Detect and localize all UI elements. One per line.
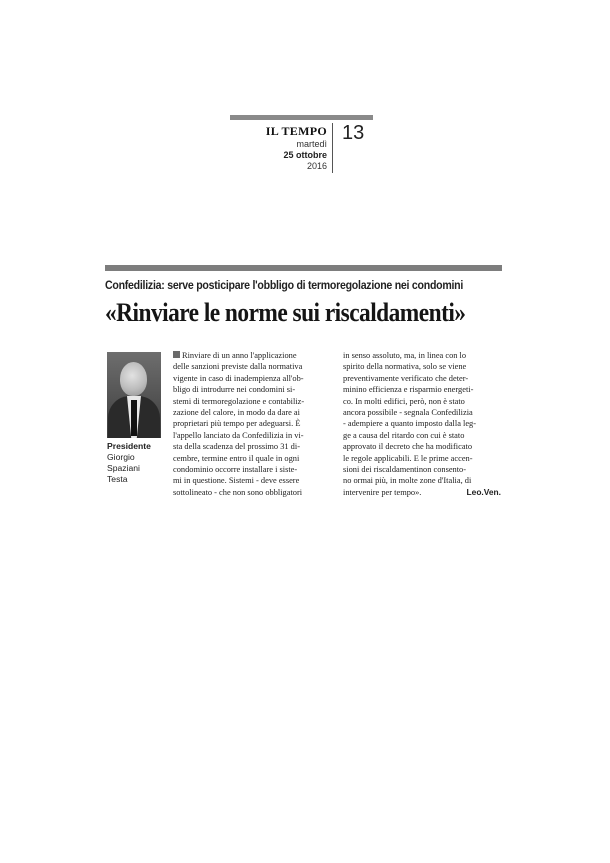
body-line: approvato il decreto che ha modificato [343, 442, 473, 452]
caption-name-line: Giorgio [107, 452, 135, 462]
article [105, 265, 502, 497]
body-line: cembre, termine entro il quale in ogni [173, 453, 300, 463]
body-line: - adempiere a quanto imposto dalla leg- [343, 419, 477, 429]
masthead [230, 115, 373, 180]
article-kicker: Confedilizia: serve posticipare l'obbligo di termoregolazione nei condomini [105, 278, 464, 292]
newspaper-name: IL TEMPO [265, 124, 327, 138]
body-line-text: Rinviare di un anno l'applicazione [182, 351, 297, 360]
body-line: minino efficienza e risparmio energeti- [343, 385, 474, 395]
caption-role: Presidente [107, 441, 151, 451]
body-line-text: intervenire per tempo». [343, 487, 422, 497]
body-line: proprietari più tempo per adeguarsi. È [173, 419, 301, 429]
publication-date: 25 ottobre [283, 150, 327, 160]
article-rule [105, 265, 502, 271]
portrait-head [120, 362, 147, 396]
body-line [173, 350, 337, 361]
portrait-photo [107, 352, 161, 438]
body-line: delle sanzioni previste dalla normativa [173, 362, 303, 372]
body-line: sottolineato - che non sono obbligatori [173, 487, 303, 497]
body-line: le regole applicabili. E le prime accen- [343, 453, 473, 463]
body-line: in senso assoluto, ma, in linea con lo [343, 351, 467, 360]
photo-caption [107, 441, 167, 485]
article-column-2 [343, 350, 501, 498]
body-line: co. In molti edifici, però, non è stato [343, 396, 465, 406]
body-line: vigente in caso di inadempienza all'ob- [173, 373, 304, 383]
body-line: stemi di termoregolazione e contabiliz- [173, 396, 305, 406]
body-line: sta della scadenza del prossimo 31 di- [173, 442, 300, 452]
lead-square-icon [173, 351, 180, 358]
caption-name-line: Testa [107, 474, 128, 484]
masthead-rule [230, 115, 373, 120]
body-line: ancora possibile - segnala Confedilizia [343, 408, 473, 418]
body-line: bligo di introdurre nei condomini si- [173, 385, 296, 395]
caption-name-line: Spaziani [107, 463, 140, 473]
body-line: l'appello lanciato da Confedilizia in vi- [173, 430, 304, 440]
body-line: spirito della normativa, solo se viene [343, 362, 467, 372]
masthead-divider [332, 123, 333, 173]
body-line: zazione del calore, in modo da dare ai [173, 408, 300, 418]
body-line: ge a causa del ritardo con cui è stato [343, 430, 465, 440]
article-column-1 [173, 350, 337, 498]
body-line: mi in questione. Sistemi - deve essere [173, 476, 300, 486]
publication-day: martedì [296, 139, 327, 149]
page-number: 13 [342, 122, 365, 144]
portrait-tie [131, 400, 137, 436]
body-line: preventivamente verificato che deter- [343, 373, 469, 383]
body-line: sioni dei riscaldamentinon consento- [343, 465, 467, 475]
body-line [343, 487, 501, 498]
body-line: condominio occorre installare i siste- [173, 465, 298, 475]
body-line: no ormai più, in molte zone d'Italia, di [343, 476, 472, 486]
article-signature: Leo.Ven. [466, 486, 501, 497]
publication-year: 2016 [306, 161, 327, 171]
article-headline: «Rinviare le norme sui riscaldamenti» [105, 298, 466, 327]
